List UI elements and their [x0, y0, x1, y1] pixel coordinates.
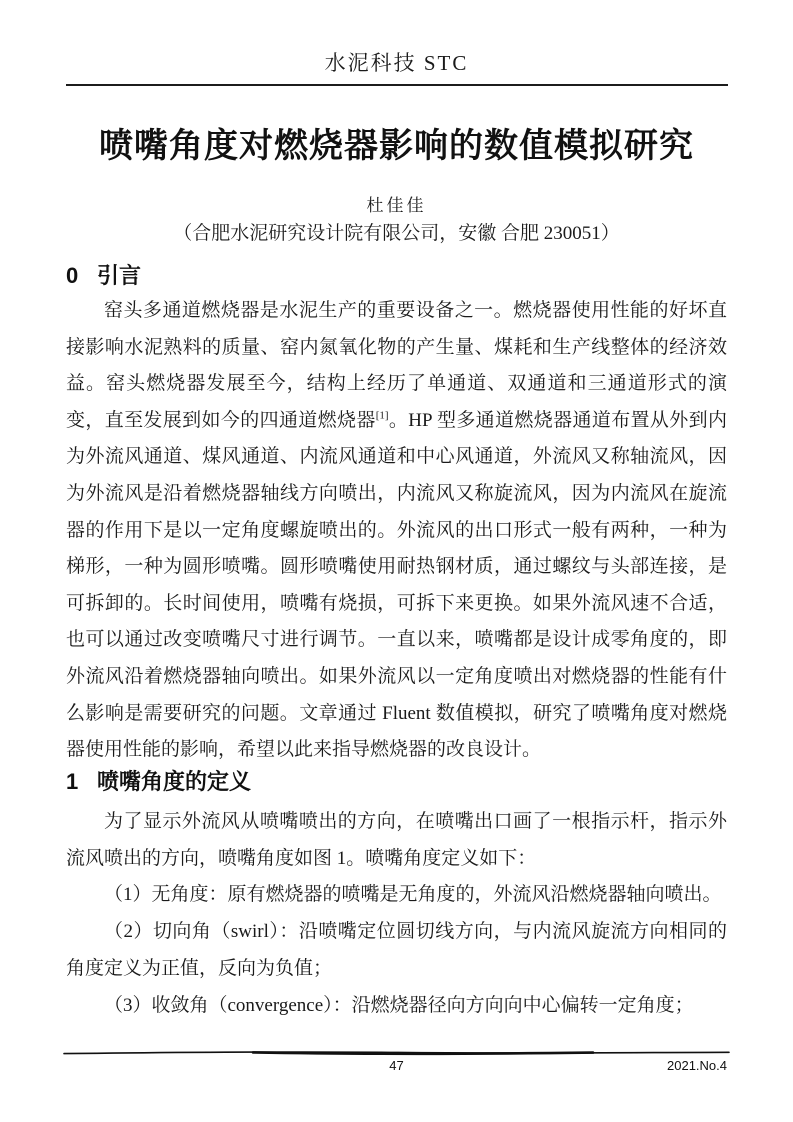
footer-divider-line	[63, 1049, 730, 1057]
definition-item-3: （3）收敛角（convergence）：沿燃烧器径向方向向中心偏转一定角度；	[104, 995, 694, 1016]
header-divider-line	[66, 84, 728, 86]
footer-issue-label: 2021.No.4	[667, 1058, 727, 1073]
section-1-number: 1	[66, 769, 79, 794]
section-0-paragraph	[66, 293, 727, 769]
article-title: 喷嘴角度对燃烧器影响的数值模拟研究	[99, 127, 694, 165]
section-0-heading	[66, 262, 727, 290]
section-1-heading	[66, 768, 727, 796]
section-0-number: 0	[66, 263, 79, 288]
definition-item-1: （1）无角度：原有燃烧器的喷嘴是无角度的，外流风沿燃烧器轴向喷出。	[104, 884, 722, 905]
article-affiliation: （合肥水泥研究设计院有限公司，安徽 合肥 230051）	[173, 223, 620, 244]
definition-item-2: （2）切向角（swirl）：沿喷嘴定位圆切线方向，与内流风旋流方向相同的角度定义为正值，反向为负值；	[66, 921, 727, 979]
footer-page-number: 47	[389, 1058, 404, 1073]
section-1-intro-paragraph: 为了显示外流风从喷嘴喷出的方向，在喷嘴出口画了一根指示杆，指示外流风喷出的方向，喷嘴角度如图 1。喷嘴角度定义如下：	[66, 811, 727, 869]
section-1-heading-text: 喷嘴角度的定义	[96, 769, 251, 794]
section-0-paragraph-text-1: 窑头多通道燃烧器是水泥生产的重要设备之一。燃烧器使用性能的好坏直接影响水泥熟料的质量、窑内氮氧化物的产生量、煤耗和生产线整体的经济效益。窑头燃烧器发展至今，结构上经历了单通道、双通道和三通道形式的演变，直至发展到如今的四通道燃烧器	[66, 300, 727, 431]
article-author: 杜佳佳	[366, 196, 427, 215]
section-0-heading-text: 引言	[96, 263, 141, 288]
reference-marker-1: [1]	[375, 409, 389, 422]
journal-header-title: 水泥科技 STC	[324, 51, 469, 75]
section-0-paragraph-text-2: 。HP 型多通道燃烧器通道布置从外到内为外流风通道、煤风通道、内流风通道和中心风通道，外流风又称轴流风，因为外流风是沿着燃烧器轴线方向喷出，内流风又称旋流风，因为内流风在旋流器的作用下是以一定角度螺旋喷出的。外流风的出口形式一般有两种，一种为梯形，一种为圆形喷嘴。圆形喷嘴使用耐热钢材质，通过螺纹与头部连接，是可拆卸的。长时间使用，喷嘴有烧损，可拆下来更换。如果外流风速不合适，也可以通过改变喷嘴尺寸进行调节。一直以来，喷嘴都是设计成零角度的，即外流风沿着燃烧器轴向喷出。如果外流风以一定角度喷出对燃烧器的性能有什么影响是需要研究的问题。文章通过 Fluent 数值模拟，研究了喷嘴角度对燃烧器使用性能的影响，希望以此来指导燃烧器的改良设计。	[66, 409, 727, 761]
